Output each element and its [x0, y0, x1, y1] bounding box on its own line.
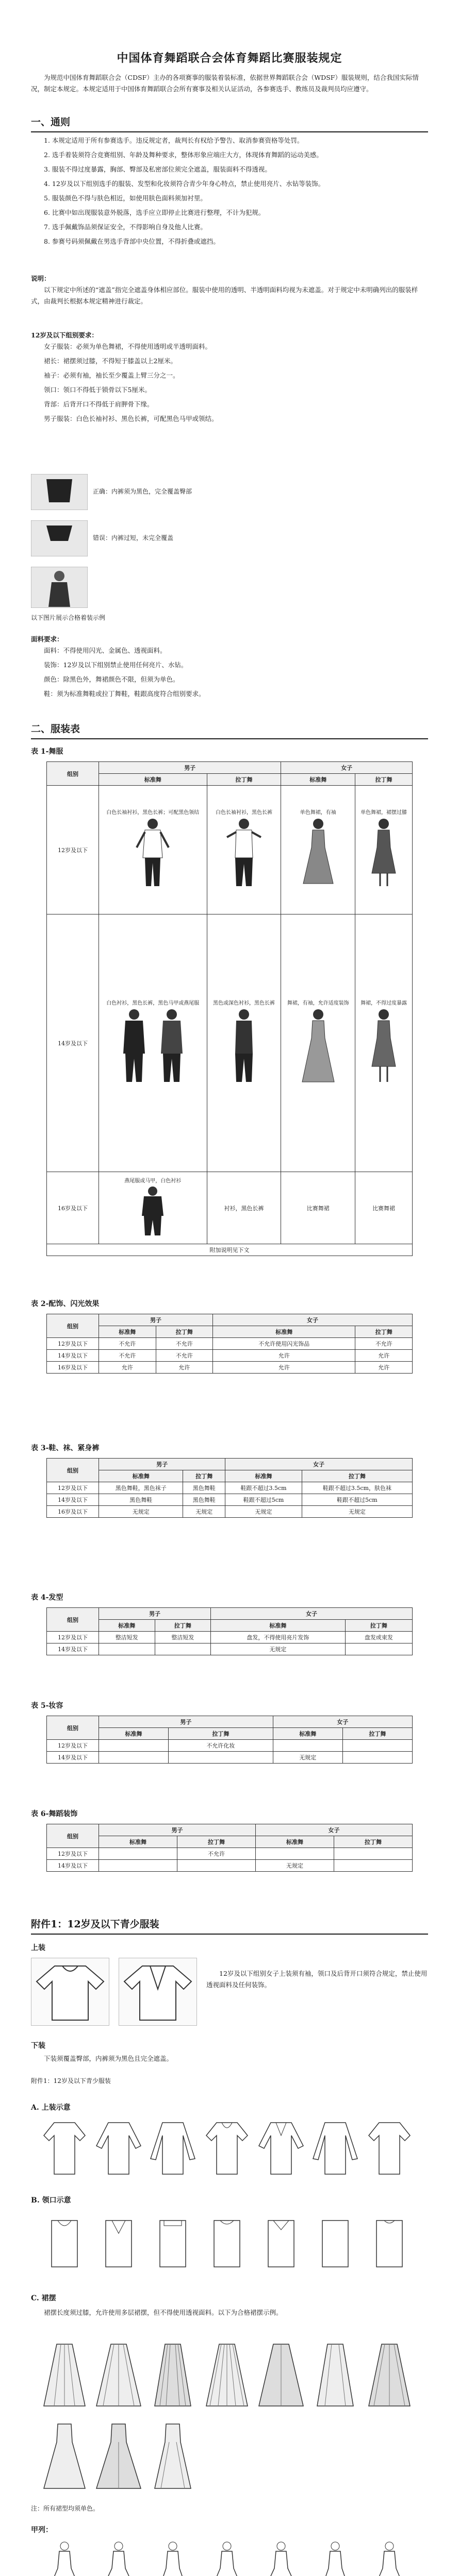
table-header-cell: 男子 [99, 1608, 211, 1620]
skirt-sketch-icon [312, 2339, 358, 2411]
dress-sketch-icon [41, 2421, 88, 2494]
table-header-cell: 标准舞 [211, 1620, 346, 1632]
table-header-cell: 男子 [99, 1716, 273, 1728]
rule-item: 4. 12岁及以下组别选手的服装、发型和化妆须符合青少年身心特点，禁止使用亮片、水钻等装饰。 [44, 180, 325, 188]
table-cell: 鞋跟不超过3.5cm，肤色袜 [302, 1482, 412, 1494]
table-cell [342, 1752, 412, 1764]
table-cell: 比赛舞裙 [355, 1172, 413, 1244]
table-cell: 鞋跟不超过5cm [302, 1494, 412, 1506]
table-cell-group: 12岁及以下 [47, 1848, 99, 1860]
sketch-row-figures [41, 2540, 418, 2576]
table-header-cell: 标准舞 [99, 1728, 169, 1740]
table-cell [177, 1860, 256, 1872]
table-cell [256, 1848, 334, 1860]
table-cell [334, 1848, 413, 1860]
female-standard-figure-icon [300, 1007, 336, 1084]
blouse-back-icon [119, 1958, 196, 2025]
table-row [47, 1350, 413, 1362]
sketch-row-skirts [41, 2339, 418, 2411]
skirt-note: 注：所有裙型均须单色。 [31, 2505, 100, 2512]
cell-text: 白色长袖衬衫，黑色长裤 [215, 810, 272, 816]
table-cell-group: 16岁及以下 [47, 1172, 99, 1244]
cell-text: 舞裙，有袖，允许适度装饰 [287, 1001, 349, 1006]
sleeve-sketch-icon [150, 2117, 196, 2179]
skirt-sketch-icon [95, 2339, 142, 2411]
photo-caption: 正确：内裤须为黑色，完全覆盖臀部 [93, 488, 192, 495]
table-cell: 衬衫，黑色长裤 [207, 1172, 281, 1244]
youth-heading: 12岁及以下组别要求： [31, 331, 98, 339]
table-cell-group: 14岁及以下 [47, 1350, 99, 1362]
table-cell: 整洁短发 [155, 1632, 211, 1643]
section-costume-heading: 二、服装表 [31, 721, 428, 739]
table-header-cell: 拉丁舞 [183, 1470, 225, 1482]
table-cell: 不允许 [99, 1350, 156, 1362]
table-header-row [47, 774, 413, 786]
table-cell: 不允许 [156, 1350, 213, 1362]
cell-text: 舞裙，不得过度暴露 [360, 1001, 407, 1006]
cell-text: 白色衬衫，黑色长裤，黑色马甲或燕尾服 [106, 1001, 200, 1006]
sketch-label-a: A. 上装示意 [31, 2104, 71, 2112]
full-dress-sketch-icon [312, 2540, 358, 2576]
table-cell [355, 914, 413, 1172]
table-cell-group: 14岁及以下 [47, 1643, 99, 1655]
sketch-label-c: C. 裙摆 [31, 2294, 56, 2302]
cell-text: 单色舞裙，有袖 [300, 810, 336, 816]
table-row [47, 1848, 413, 1860]
neckline-sketch-icon [366, 2210, 413, 2272]
sketch-label-b: B. 领口示意 [31, 2196, 71, 2205]
table-header-cell: 女子 [273, 1716, 412, 1728]
rule-item: 1. 本规定适用于所有参赛选手。违反规定者，裁判长有权给予警告、取消参赛资格等处罚。 [44, 137, 304, 144]
notice-text: 以下规定中所述的“遮盖”指完全遮盖身体相应部位。服装中使用的透明、半透明面料均视为未遮盖。对于规定中未明确列出的服装样式，由裁判长根据本规定精神进行裁定。 [31, 286, 418, 305]
neckline-sketch-icon [150, 2210, 196, 2272]
table-cell: 允许 [213, 1350, 355, 1362]
table-cell [169, 1752, 273, 1764]
notice-heading: 说明： [31, 275, 51, 282]
neckline-sketch-icon [204, 2210, 250, 2272]
table-2-title: 表 2-配饰、闪光效果 [31, 1300, 100, 1308]
table-cell [273, 1740, 342, 1752]
lower-text-block [31, 2053, 428, 2067]
dress-sketch-icon [95, 2421, 142, 2494]
female-latin-figure-icon [366, 817, 402, 889]
table-cell: 不允许使用闪光饰品 [213, 1338, 355, 1350]
photo-example-2 [31, 520, 88, 558]
dancer-photo-icon [31, 474, 88, 510]
table-cell-group: 12岁及以下 [47, 1632, 99, 1643]
sleeve-sketch-icon [258, 2117, 304, 2179]
table-cell [99, 914, 207, 1172]
table-row [47, 1643, 413, 1655]
table-header-cell: 拉丁舞 [345, 1620, 412, 1632]
rule-item: 7. 选手佩戴饰品须保证安全，不得影响自身及他人比赛。 [44, 223, 207, 231]
full-dress-sketch-icon [95, 2540, 142, 2576]
table-1-costume [46, 761, 413, 1256]
table-header-cell: 女子 [256, 1824, 413, 1836]
table-cell [281, 786, 355, 914]
sleeve-sketch-icon [312, 2117, 358, 2179]
sketch-label-d: 甲列： [31, 2526, 53, 2534]
table-cell: 鞋跟不超过3.5cm [225, 1482, 302, 1494]
table-row [47, 914, 413, 1172]
skirt-sketch-icon [150, 2339, 196, 2411]
table-header-cell: 拉丁舞 [207, 774, 281, 786]
fabric-item: 面料：不得使用闪光、金属色、透视面料。 [44, 647, 167, 654]
skirt-sketch-icon [258, 2339, 304, 2411]
cell-text: 单色舞裙，裙摆过膝 [360, 810, 407, 816]
skirt-sketch-icon [204, 2339, 250, 2411]
table-cell [99, 1643, 155, 1655]
table-header-cell: 女子 [281, 762, 413, 774]
cell-text: 黑色或深色衬衫，黑色长裤 [212, 1001, 275, 1006]
blouse-icon [31, 1958, 109, 2025]
section-appendix-heading: 附件1：12岁及以下青少服装 [31, 1917, 428, 1935]
table-cell-group: 16岁及以下 [47, 1362, 99, 1374]
table-cell: 鞋跟不超过5cm [225, 1494, 302, 1506]
full-dress-sketch-icon [366, 2540, 413, 2576]
table-cell [99, 1740, 169, 1752]
table-cell-group: 14岁及以下 [47, 1494, 99, 1506]
table-header-cell: 标准舞 [213, 1326, 355, 1338]
table-cell [99, 1848, 177, 1860]
full-dress-sketch-icon [150, 2540, 196, 2576]
table-cell: 比赛舞裙 [281, 1172, 355, 1244]
table-cell: 不允许 [156, 1338, 213, 1350]
table-row [47, 1740, 413, 1752]
table-3-title: 表 3-鞋、袜、紧身裤 [31, 1444, 100, 1452]
table-header-cell: 拉丁舞 [334, 1836, 413, 1848]
female-latin-figure-icon [366, 1007, 402, 1084]
table-cell: 允许 [213, 1362, 355, 1374]
table-header-cell: 组别 [47, 1824, 99, 1848]
photo-caption: 错误：内裤过短，未完全覆盖 [93, 534, 174, 541]
table-header-cell: 女子 [213, 1314, 413, 1326]
table-cell [207, 914, 281, 1172]
lower-text: 下装须覆盖臀部，内裤须为黑色且完全遮盖。 [44, 2055, 173, 2062]
sleeve-sketch-icon [366, 2117, 413, 2179]
cell-text: 白色长袖衬衫，黑色长裤；可配黑色领结 [106, 810, 200, 816]
neckline-sketch-icon [312, 2210, 358, 2272]
table-cell: 允许 [355, 1362, 413, 1374]
table-row [47, 1506, 413, 1518]
youth-requirements [31, 330, 428, 428]
upper-text: 12岁及以下组别女子上装须有袖，领口及后背开口须符合规定，禁止使用透视面料及任何装饰。 [206, 1970, 428, 1989]
sleeve-sketch-icon [95, 2117, 142, 2179]
table-cell: 允许 [99, 1362, 156, 1374]
table-cell [345, 1643, 412, 1655]
table-row [47, 786, 413, 914]
table-cell: 黑色舞鞋 [183, 1494, 225, 1506]
table-cell: 不允许 [177, 1848, 256, 1860]
table-header-cell: 拉丁舞 [177, 1836, 256, 1848]
table-header-cell: 标准舞 [99, 1470, 183, 1482]
table-cell: 不允许化妆 [169, 1740, 273, 1752]
male-standard-figure-icon [116, 1007, 152, 1084]
table-header-cell: 组别 [47, 1716, 99, 1740]
neckline-sketch-icon [258, 2210, 304, 2272]
fabric-item: 颜色：除黑色外，舞裙颜色不限，但须为单色。 [44, 675, 179, 683]
table-cell [99, 1172, 207, 1244]
table-cell-group: 14岁及以下 [47, 1860, 99, 1872]
table-header-cell: 标准舞 [273, 1728, 342, 1740]
table-4-hair [46, 1607, 413, 1655]
fabric-item: 鞋：须为标准舞鞋或拉丁舞鞋，鞋跟高度符合组别要求。 [44, 690, 205, 698]
intro-paragraph [31, 72, 428, 98]
table-header-cell: 标准舞 [99, 1620, 155, 1632]
table-header-cell: 标准舞 [225, 1470, 302, 1482]
dancer-photo-icon [31, 520, 88, 556]
full-dress-sketch-icon [258, 2540, 304, 2576]
youth-item: 背部：后背开口不得低于肩胛骨下缘。 [44, 400, 154, 408]
general-rules-list [31, 135, 428, 250]
table-cell: 不允许 [99, 1338, 156, 1350]
youth-item: 领口：领口不得低于锁骨以下5厘米。 [44, 386, 151, 394]
table-header-cell: 拉丁舞 [342, 1728, 412, 1740]
table-cell: 盘发，不得使用亮片发饰 [211, 1632, 346, 1643]
table-cell [334, 1860, 413, 1872]
youth-item: 男子服装：白色长袖衬衫、黑色长裤，可配黑色马甲或领结。 [44, 415, 218, 422]
table-cell [99, 1860, 177, 1872]
table-cell: 不允许 [355, 1338, 413, 1350]
table-cell [281, 914, 355, 1172]
full-dress-sketch-icon [41, 2540, 88, 2576]
rule-item: 3. 服装不得过度暴露，胸部、臀部及私密部位须完全遮盖，服装面料不得透视。 [44, 165, 271, 173]
table-header-cell: 拉丁舞 [355, 774, 413, 786]
table-header-cell: 男子 [99, 1459, 225, 1470]
table-header-cell: 男子 [99, 1314, 213, 1326]
table-header-cell: 标准舞 [256, 1836, 334, 1848]
table-cell-group: 12岁及以下 [47, 1482, 99, 1494]
table-cell: 无规定 [225, 1506, 302, 1518]
table-header-cell: 组别 [47, 1459, 99, 1482]
photo-example-3 [31, 567, 88, 610]
table-cell [155, 1643, 211, 1655]
table-row [47, 1482, 413, 1494]
sleeve-sketch-icon [204, 2117, 250, 2179]
fabric-requirements [31, 634, 428, 703]
male-latin-figure-icon [226, 1007, 262, 1084]
rule-item: 8. 参赛号码须佩戴在男选手背部中央位置，不得折叠或遮挡。 [44, 238, 220, 245]
table-row [47, 1632, 413, 1643]
table-row [47, 1172, 413, 1244]
table-cell: 无规定 [273, 1752, 342, 1764]
male-standard-figure-icon [135, 1185, 171, 1236]
table-cell-group: 12岁及以下 [47, 786, 99, 914]
fabric-heading: 面料要求： [31, 635, 63, 643]
rule-item: 5. 服装颜色不得与肤色相近，如使用肤色面料须加衬里。 [44, 194, 207, 202]
male-standard-figure-icon [154, 1007, 190, 1084]
table-header-cell: 男子 [99, 1824, 256, 1836]
photo-caption: 以下图片展示合格着装示例 [31, 614, 106, 621]
table-cell [342, 1740, 412, 1752]
appendix-note: 附件1：12岁及以下青少服装 [31, 2077, 111, 2084]
table-cell-group: 14岁及以下 [47, 1752, 99, 1764]
upper-garment-figure [31, 1958, 109, 2026]
female-standard-figure-icon [300, 817, 336, 889]
sketch-row-b [41, 2210, 418, 2272]
table-4-title: 表 4-发型 [31, 1594, 63, 1602]
table-5-title: 表 5-妆容 [31, 1702, 63, 1710]
upper-label: 上装 [31, 1944, 45, 1952]
table-cell: 黑色舞鞋 [183, 1482, 225, 1494]
male-standard-figure-icon [135, 817, 171, 889]
lower-label: 下装 [31, 2042, 45, 2050]
skirt-text: 裙摆长度须过膝，允许使用多层裙摆，但不得使用透视面料。以下为合格裙摆示例。 [44, 2309, 283, 2316]
skirt-sketch-icon [41, 2339, 88, 2411]
rule-item: 2. 选手着装须符合竞赛组别、年龄及舞种要求，整体形象应端庄大方，体现体育舞蹈的运动美感。 [44, 151, 323, 159]
section-general-heading: 一、通则 [31, 114, 428, 132]
table-cell: 盘发或束发 [345, 1632, 412, 1643]
table-cell [355, 786, 413, 914]
intro-text: 为规范中国体育舞蹈联合会（CDSF）主办的各项赛事的服装着装标准，依据世界舞蹈联合会（WDSF）服装规则，结合我国实际情况，制定本规定。本规定适用于中国体育舞蹈联合会所有赛事及相关认证活动，各参赛选手、教练员及裁判员均应遵守。 [31, 74, 419, 93]
table-row [47, 1362, 413, 1374]
dress-sketch-icon [150, 2421, 196, 2494]
notice-block [31, 273, 428, 310]
table-cell: 无规定 [256, 1860, 334, 1872]
neckline-sketch-icon [95, 2210, 142, 2272]
table-header-cell: 女子 [225, 1459, 413, 1470]
table-cell: 黑色舞鞋 [99, 1494, 183, 1506]
table-cell [99, 786, 207, 914]
table-5-makeup [46, 1716, 413, 1764]
upper-garment-figure [119, 1958, 197, 2026]
table-cell-group: 14岁及以下 [47, 914, 99, 1172]
table-header-cell: 标准舞 [281, 774, 355, 786]
table-footnote: 附加说明见下文 [47, 1244, 413, 1256]
table-1-title: 表 1-舞服 [31, 748, 63, 756]
table-cell-group: 12岁及以下 [47, 1338, 99, 1350]
sketch-row-a [41, 2117, 418, 2179]
table-header-cell: 女子 [211, 1608, 413, 1620]
document-title: 中国体育舞蹈联合会体育舞蹈比赛服装规定 [117, 52, 342, 65]
table-row [47, 1494, 413, 1506]
photo-example-1 [31, 474, 88, 512]
cell-text: 燕尾服或马甲，白色衬衫 [124, 1178, 182, 1184]
table-cell: 整洁短发 [99, 1632, 155, 1643]
table-cell: 允许 [156, 1362, 213, 1374]
table-cell: 允许 [355, 1350, 413, 1362]
rule-item: 6. 比赛中如出现服装意外脱落，选手应立即停止比赛进行整理，不计为犯规。 [44, 209, 265, 216]
table-header-cell: 拉丁舞 [169, 1728, 273, 1740]
table-6-decoration [46, 1824, 413, 1872]
skirt-sketch-icon [366, 2339, 413, 2411]
table-cell: 无规定 [211, 1643, 346, 1655]
table-cell [207, 786, 281, 914]
table-header-cell: 组别 [47, 1314, 99, 1338]
dancer-photo-icon [31, 567, 88, 608]
table-header-cell: 标准舞 [99, 774, 207, 786]
table-cell: 无规定 [99, 1506, 183, 1518]
table-header-cell: 标准舞 [99, 1836, 177, 1848]
table-2-accessories [46, 1314, 413, 1374]
sleeve-sketch-icon [41, 2117, 88, 2179]
table-6-title: 表 6-舞蹈装饰 [31, 1810, 78, 1818]
skirt-text-block [31, 2307, 428, 2321]
table-cell-group: 16岁及以下 [47, 1506, 99, 1518]
table-cell: 黑色舞鞋，黑色袜子 [99, 1482, 183, 1494]
table-header-cell: 男子 [99, 762, 281, 774]
table-row [47, 1244, 413, 1256]
table-row [47, 1860, 413, 1872]
table-row [47, 1752, 413, 1764]
table-header-cell: 组别 [47, 762, 99, 786]
table-header-cell: 拉丁舞 [355, 1326, 413, 1338]
table-cell: 无规定 [183, 1506, 225, 1518]
male-latin-figure-icon [226, 817, 262, 889]
table-header-cell: 组别 [47, 1608, 99, 1632]
table-header-row [47, 762, 413, 774]
table-cell [99, 1752, 169, 1764]
table-header-cell: 标准舞 [99, 1326, 156, 1338]
table-header-cell: 拉丁舞 [156, 1326, 213, 1338]
table-cell-group: 12岁及以下 [47, 1740, 99, 1752]
table-header-cell: 拉丁舞 [302, 1470, 412, 1482]
upper-text-block [206, 1968, 428, 1994]
youth-item: 袖子：必须有袖，袖长至少覆盖上臂三分之一。 [44, 371, 179, 379]
table-cell: 无规定 [302, 1506, 412, 1518]
sketch-row-skirts-2 [41, 2421, 418, 2494]
full-dress-sketch-icon [204, 2540, 250, 2576]
table-row [47, 1338, 413, 1350]
neckline-sketch-icon [41, 2210, 88, 2272]
table-header-cell: 拉丁舞 [155, 1620, 211, 1632]
youth-item: 裙长：裙摆须过膝，不得短于膝盖以上2厘米。 [44, 357, 177, 365]
youth-item: 女子服装：必须为单色舞裙，不得使用透明或半透明面料。 [44, 343, 212, 350]
table-3-shoes [46, 1458, 413, 1518]
fabric-item: 装饰：12岁及以下组别禁止使用任何亮片、水钻。 [44, 661, 188, 669]
